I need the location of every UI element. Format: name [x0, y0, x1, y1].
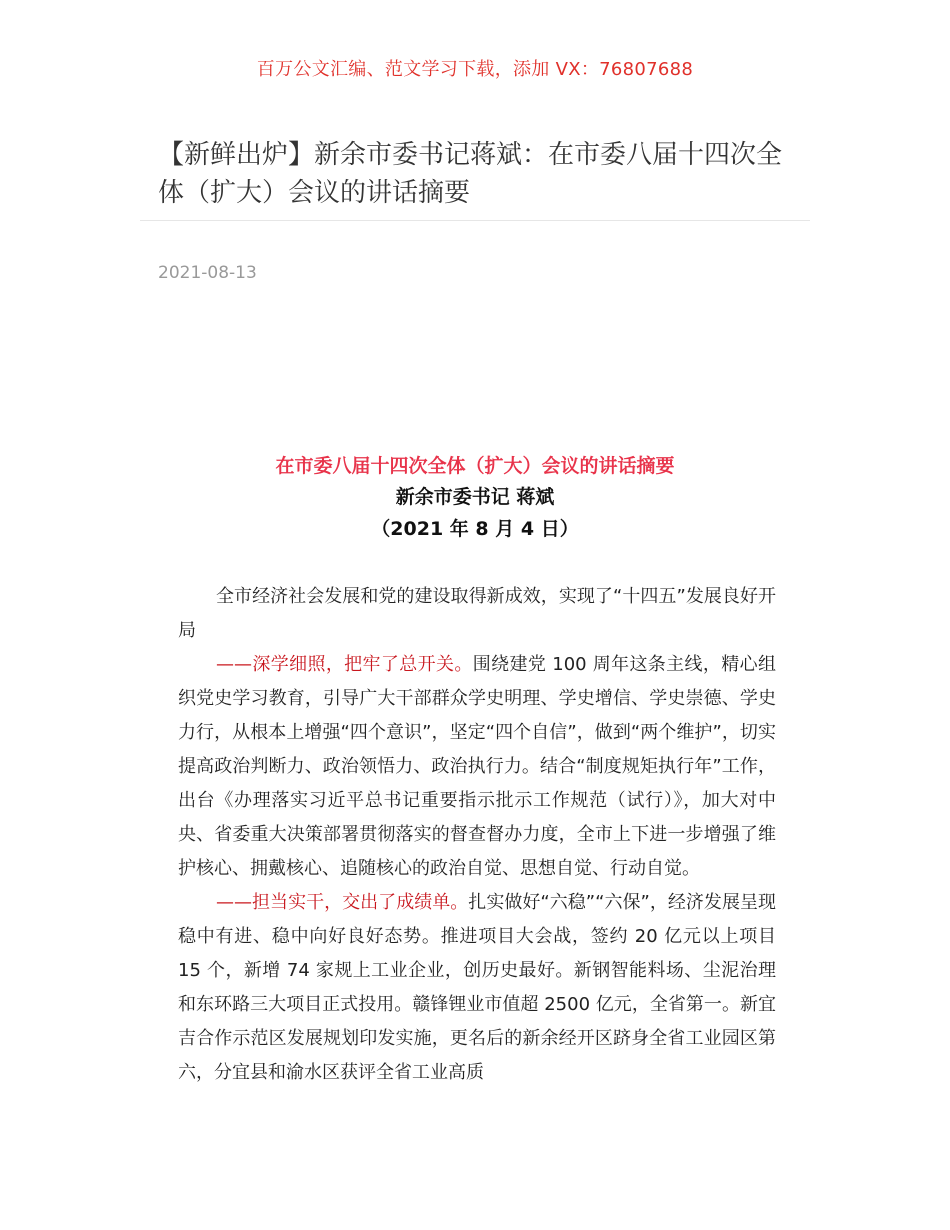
speech-date: （2021 年 8 月 4 日） [371, 518, 579, 540]
section-heading-results: ——担当实干，交出了成绩单。 [216, 892, 469, 913]
speech-header [0, 451, 950, 545]
paragraph-study-text: 围绕建党 100 周年这条主线，精心组织党史学习教育，引导广大干部群众学史明理、学史增信、学史崇德、学史力行，从根本上增强“四个意识”，坚定“四个自信”，做到“两个维护”，切实提高政治判断力、政治领悟力、政治执行力。结合“制度规矩执行年”工作，出台《办理落实习近平总书记重要指示批示工作规范（试行）》，加大对中央、省委重大决策部署贯彻落实的督查督办力度，全市上下进一步增强了维护核心、拥戴核心、追随核心的政治自觉、思想自觉、行动自觉。 [178, 654, 776, 879]
speech-title: 在市委八届十四次全体（扩大）会议的讲话摘要 [275, 455, 675, 477]
title-divider [140, 220, 810, 221]
promo-banner-text: 百万公文汇编、范文学习下载，添加 VX：76807688 [256, 59, 694, 80]
paragraph-intro: 全市经济社会发展和党的建设取得新成效，实现了“十四五”发展良好开局 [178, 586, 776, 641]
paragraph-results [178, 886, 776, 1090]
paragraph-results-text: 扎实做好“六稳”“六保”，经济发展呈现稳中有进、稳中向好良好态势。推进项目大会战，签约 20 亿元以上项目 15 个，新增 74 家规上工业企业，创历史最好。新钢智能料场、尘泥治理和东环路三大项目正式投用。赣锋锂业市值超 2500 亿元，全省第一。新宜吉合作示范区发展规划印发实施，更名后的新余经开区跻身全省工业园区第六，分宜县和渝水区获评全省工业高质 [178, 892, 776, 1083]
speech-author: 新余市委书记 蒋斌 [395, 486, 555, 508]
article-body [178, 580, 776, 1090]
promo-banner [0, 55, 950, 81]
paragraph-study [178, 648, 776, 886]
article-title: 【新鲜出炉】新余市委书记蒋斌：在市委八届十四次全体（扩大）会议的讲话摘要 [158, 140, 783, 208]
publish-date: 2021-08-13 [158, 263, 257, 283]
section-heading-study: ——深学细照，把牢了总开关。 [216, 654, 473, 675]
